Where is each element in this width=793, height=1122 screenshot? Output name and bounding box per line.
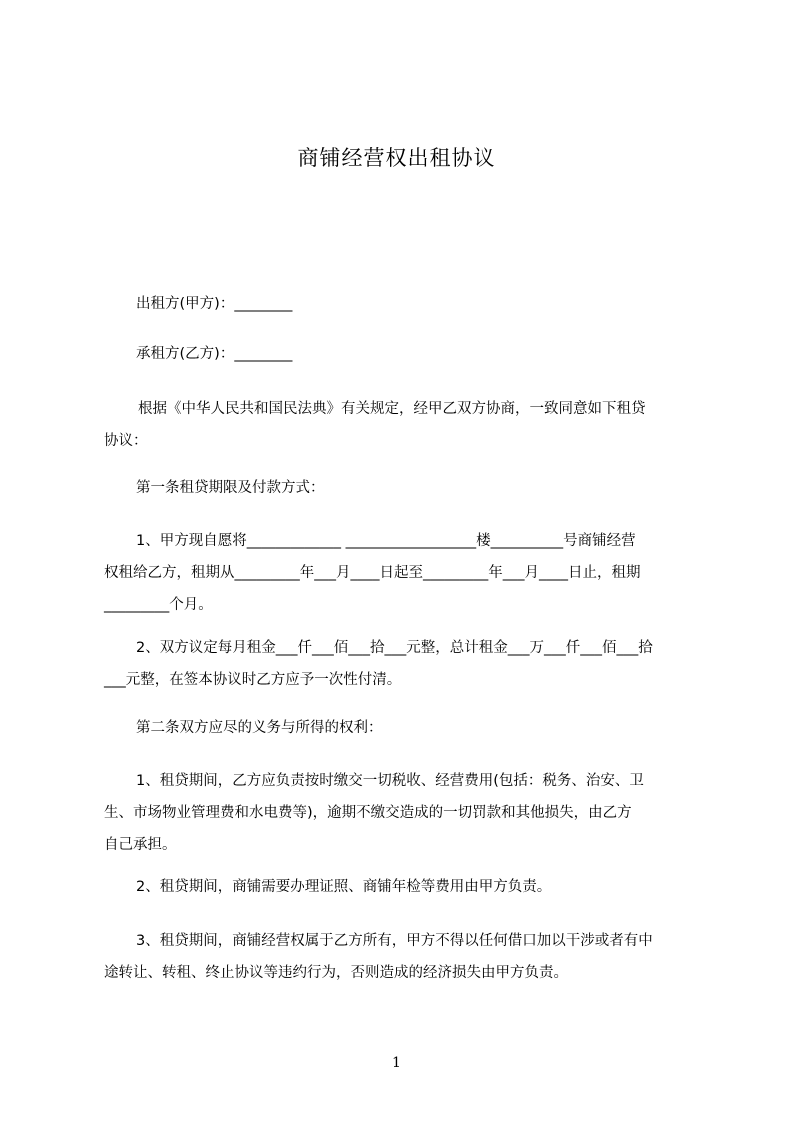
article2-clause3-line-1: 3、租贷期间，商铺经营权属于乙方所有，甲方不得以任何借口加以干涉或者有中 xyxy=(136,933,653,949)
article2-clause3 xyxy=(104,925,704,989)
article2-clause1-line-1: 1、租贷期间，乙方应负责按时缴交一切税收、经营费用(包括：税务、治安、卫 xyxy=(136,773,644,789)
article2-clause1 xyxy=(104,765,704,861)
lessor-line: 出租方(甲方)：________ xyxy=(136,296,293,312)
preamble-line-1: 根据《中华人民共和国民法典》有关规定，经甲乙双方协商，一致同意如下租贷 xyxy=(138,401,646,417)
article1-clause1-line-2: 权租给乙方，租期从_________年___月____日起至_________年___月____日止，租期 xyxy=(104,565,641,581)
preamble-paragraph xyxy=(104,393,704,457)
article2-clause1-line-3: 自己承担。 xyxy=(104,837,177,853)
article1-heading: 第一条租贷期限及付款方式： xyxy=(136,480,325,496)
article2-clause1-line-2: 生、市场物业管理费和水电费等)，逾期不缴交造成的一切罚款和其他损失，由乙方 xyxy=(104,805,632,821)
article1-clause1-line-3: _________个月。 xyxy=(104,597,213,613)
lessee-line: 承租方(乙方)：________ xyxy=(136,346,293,362)
article1-clause1 xyxy=(104,525,704,621)
preamble-line-2: 协议： xyxy=(104,433,148,449)
page-number: 1 xyxy=(392,1055,401,1071)
article2-clause2 xyxy=(104,871,704,903)
article2-clause2-line-1: 2、租贷期间，商铺需要办理证照、商铺年检等费用由甲方负责。 xyxy=(136,879,552,895)
document-title: 商铺经营权出租协议 xyxy=(297,146,496,170)
article1-clause2 xyxy=(104,632,704,696)
article1-clause2-line-1: 2、双方议定每月租金___仟___佰___拾___元整，总计租金___万___仟___佰___拾 xyxy=(136,640,653,656)
article1-clause1-line-1: 1、甲方现自愿将_____________ __________________楼__________号商铺经营 xyxy=(136,533,636,549)
article2-heading: 第二条双方应尽的义务与所得的权利： xyxy=(136,720,383,736)
article2-clause3-line-2: 途转让、转租、终止协议等违约行为，否则造成的经济损失由甲方负责。 xyxy=(104,965,568,981)
article1-clause2-line-2: ___元整，在签本协议时乙方应予一次性付清。 xyxy=(104,672,402,688)
